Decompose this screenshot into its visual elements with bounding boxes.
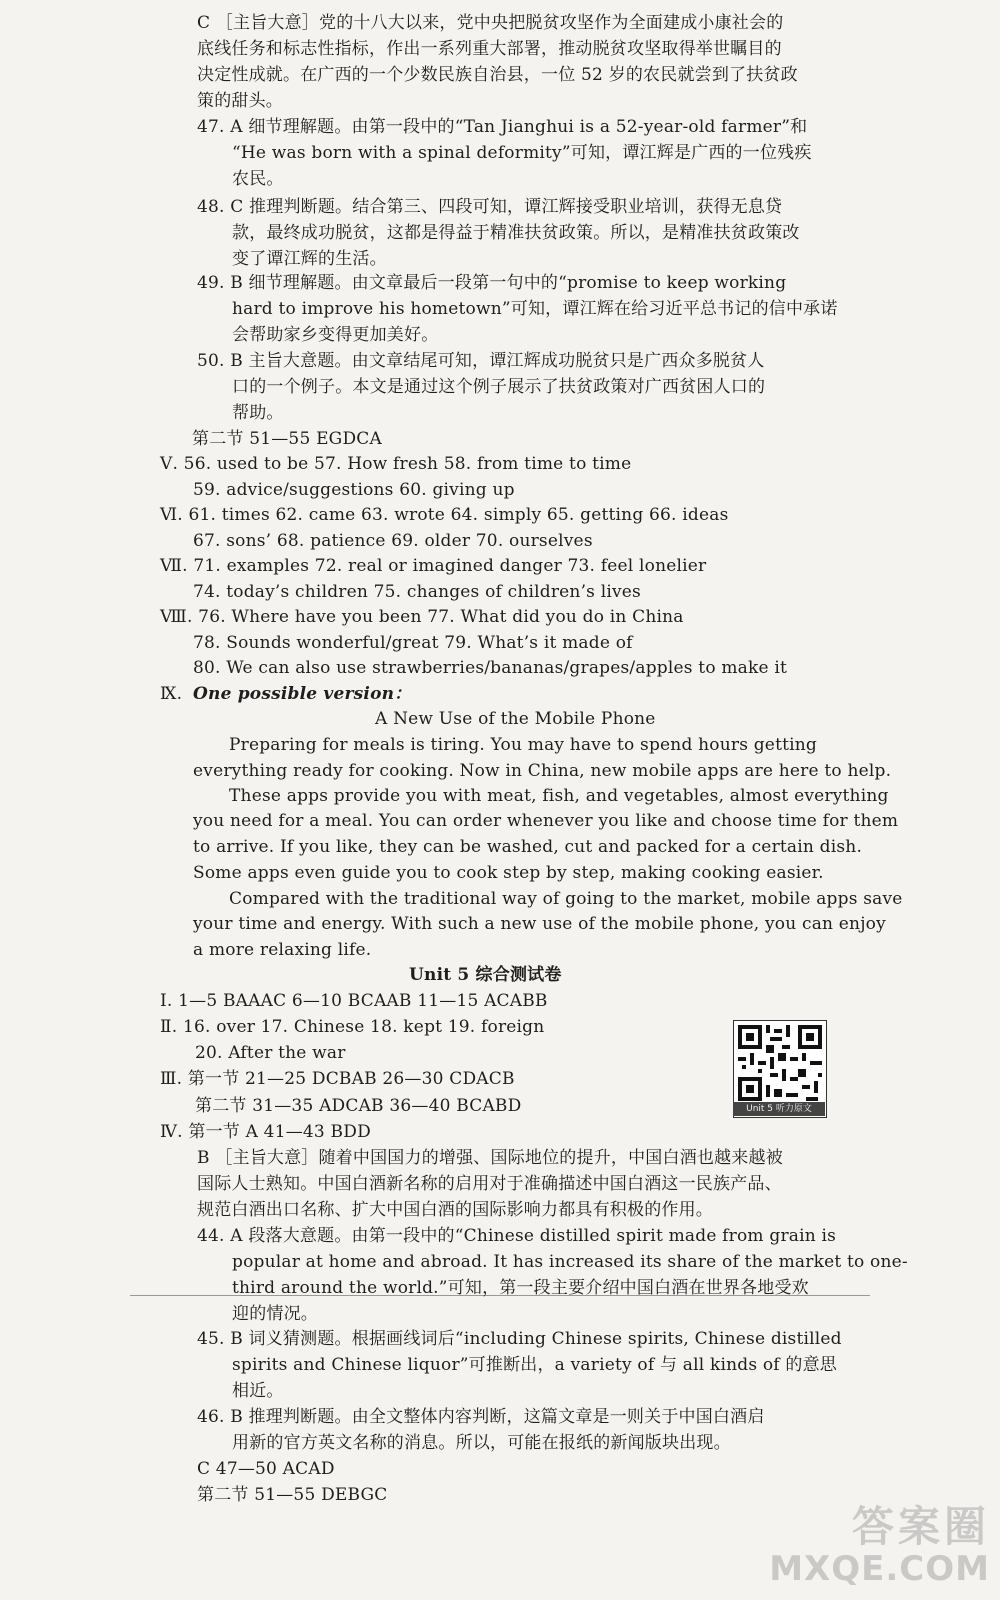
text-line: Ⅵ. 61. times 62. came 63. wrote 64. simply 65. getting 66. ideas	[160, 505, 729, 525]
text-line: spirits and Chinese liquor”可推断出，a variety of 与 all kinds of 的意思	[232, 1355, 838, 1375]
text-line: Ⅴ. 56. used to be 57. How fresh 58. from time to time	[160, 454, 632, 474]
text-line: A New Use of the Mobile Phone	[375, 709, 656, 729]
text-line: 45. B 词义猜测题。根据画线词后“including Chinese spirits, Chinese distilled	[197, 1329, 842, 1349]
text-line: 会帮助家乡变得更加美好。	[232, 325, 439, 345]
text-line: 50. B 主旨大意题。由文章结尾可知，谭江辉成功脱贫只是广西众多脱贫人	[197, 351, 765, 371]
text-line: Ⅳ. 第一节 A 41—43 BDD	[160, 1122, 371, 1142]
text-line: These apps provide you with meat, fish, and vegetables, almost everything	[229, 786, 889, 806]
text-line: 46. B 推理判断题。由全文整体内容判断，这篇文章是一则关于中国白酒启	[197, 1407, 765, 1427]
text-line: “He was born with a spinal deformity”可知，谭江辉是广西的一位残疾	[232, 143, 812, 163]
text-line: popular at home and abroad. It has increased its share of the market to one-	[232, 1252, 908, 1272]
text-line: 20. After the war	[195, 1043, 346, 1063]
text-line: hard to improve his hometown”可知，谭江辉在给习近平总书记的信中承诺	[232, 299, 838, 319]
text-line: C 47—50 ACAD	[197, 1459, 335, 1479]
text-line: 农民。	[232, 169, 284, 189]
text-line: Unit 5 综合测试卷	[409, 965, 562, 985]
text-line: 47. A 细节理解题。由第一段中的“Tan Jianghui is a 52-year-old farmer”和	[197, 117, 808, 137]
text-line: 变了谭江辉的生活。	[232, 249, 387, 269]
watermark-url: MXQE.COM	[769, 1549, 990, 1589]
text-line: Ⅲ. 第一节 21—25 DCBAB 26—30 CDACB	[160, 1069, 515, 1089]
text-line: C ［主旨大意］党的十八大以来，党中央把脱贫攻坚作为全面建成小康社会的	[197, 13, 784, 33]
text-line: 第二节 51—55 DEBGC	[197, 1485, 388, 1505]
text-line: Compared with the traditional way of going to the market, mobile apps save	[229, 889, 903, 909]
text-line: 迎的情况。	[232, 1304, 318, 1324]
watermark-text: 答案圈	[851, 1502, 990, 1551]
text-line: 帮助。	[232, 403, 284, 423]
text-line: everything ready for cooking. Now in China, new mobile apps are here to help.	[193, 761, 892, 781]
text-line: a more relaxing life.	[193, 940, 372, 960]
text-line: Preparing for meals is tiring. You may have to spend hours getting	[229, 735, 817, 755]
text-line: 底线任务和标志性指标，作出一系列重大部署，推动脱贫攻坚取得举世瞩目的	[197, 39, 782, 59]
text-line: Ⅷ. 76. Where have you been 77. What did you do in China	[160, 607, 684, 627]
text-line: 规范白酒出口名称、扩大中国白酒的国际影响力都具有积极的作用。	[197, 1200, 713, 1220]
text-line: Ⅱ. 16. over 17. Chinese 18. kept 19. foreign	[160, 1017, 545, 1037]
text-line: 策的甜头。	[197, 91, 283, 111]
text-line: you need for a meal. You can order whenever you like and choose time for them	[193, 811, 899, 831]
text-line: 78. Sounds wonderful/great 79. What’s it made of	[193, 633, 633, 653]
text-line: 相近。	[232, 1381, 284, 1401]
text-line: Ⅰ. 1—5 BAAAC 6—10 BCAAB 11—15 ACABB	[160, 991, 548, 1011]
text-line: 国际人士熟知。中国白酒新名称的启用对于准确描述中国白酒这一民族产品、	[197, 1174, 782, 1194]
qr-code-icon	[734, 1021, 826, 1105]
text-line: 44. A 段落大意题。由第一段中的“Chinese distilled spirit made from grain is	[197, 1226, 837, 1246]
text-line: Some apps even guide you to cook step by step, making cooking easier.	[193, 863, 824, 883]
text-line: 74. today’s children 75. changes of children’s lives	[193, 582, 641, 602]
text-line: Ⅶ. 71. examples 72. real or imagined danger 73. feel lonelier	[160, 556, 707, 576]
text-line: 口的一个例子。本文是通过这个例子展示了扶贫政策对广西贫困人口的	[232, 377, 766, 397]
text-line: 67. sons’ 68. patience 69. older 70. ourselves	[193, 531, 593, 551]
text-line: 用新的官方英文名称的消息。所以，可能在报纸的新闻版块出现。	[232, 1433, 731, 1453]
text-line: 80. We can also use strawberries/bananas/grapes/apples to make it	[193, 658, 788, 678]
text-line: 49. B 细节理解题。由文章最后一段第一句中的“promise to keep working	[197, 273, 787, 293]
qr-caption: Unit 5 听力原文	[733, 1102, 825, 1116]
text-line: One possible version：	[193, 684, 412, 704]
text-line: your time and energy. With such a new use of the mobile phone, you can enjoy	[193, 914, 886, 934]
text-line: to arrive. If you like, they can be washed, cut and packed for a certain dish.	[193, 837, 863, 857]
text-line: Ⅸ.	[160, 684, 183, 704]
text-line: 第二节 51—55 EGDCA	[192, 429, 382, 449]
watermark-logo	[769, 1504, 990, 1588]
text-line: B ［主旨大意］随着中国国力的增强、国际地位的提升，中国白酒也越来越被	[197, 1148, 783, 1168]
text-line: 48. C 推理判断题。结合第三、四段可知，谭江辉接受职业培训，获得无息贷	[197, 197, 783, 217]
text-line: 59. advice/suggestions 60. giving up	[193, 480, 515, 500]
text-line: 款，最终成功脱贫，这都是得益于精准扶贫政策。所以，是精准扶贫政策改	[232, 223, 800, 243]
text-line: third around the world.”可知，第一段主要介绍中国白酒在世界各地受欢	[232, 1278, 809, 1298]
text-line: 第二节 31—35 ADCAB 36—40 BCABD	[195, 1096, 522, 1116]
text-line: 决定性成就。在广西的一个少数民族自治县，一位 52 岁的农民就尝到了扶贫政	[197, 65, 798, 85]
